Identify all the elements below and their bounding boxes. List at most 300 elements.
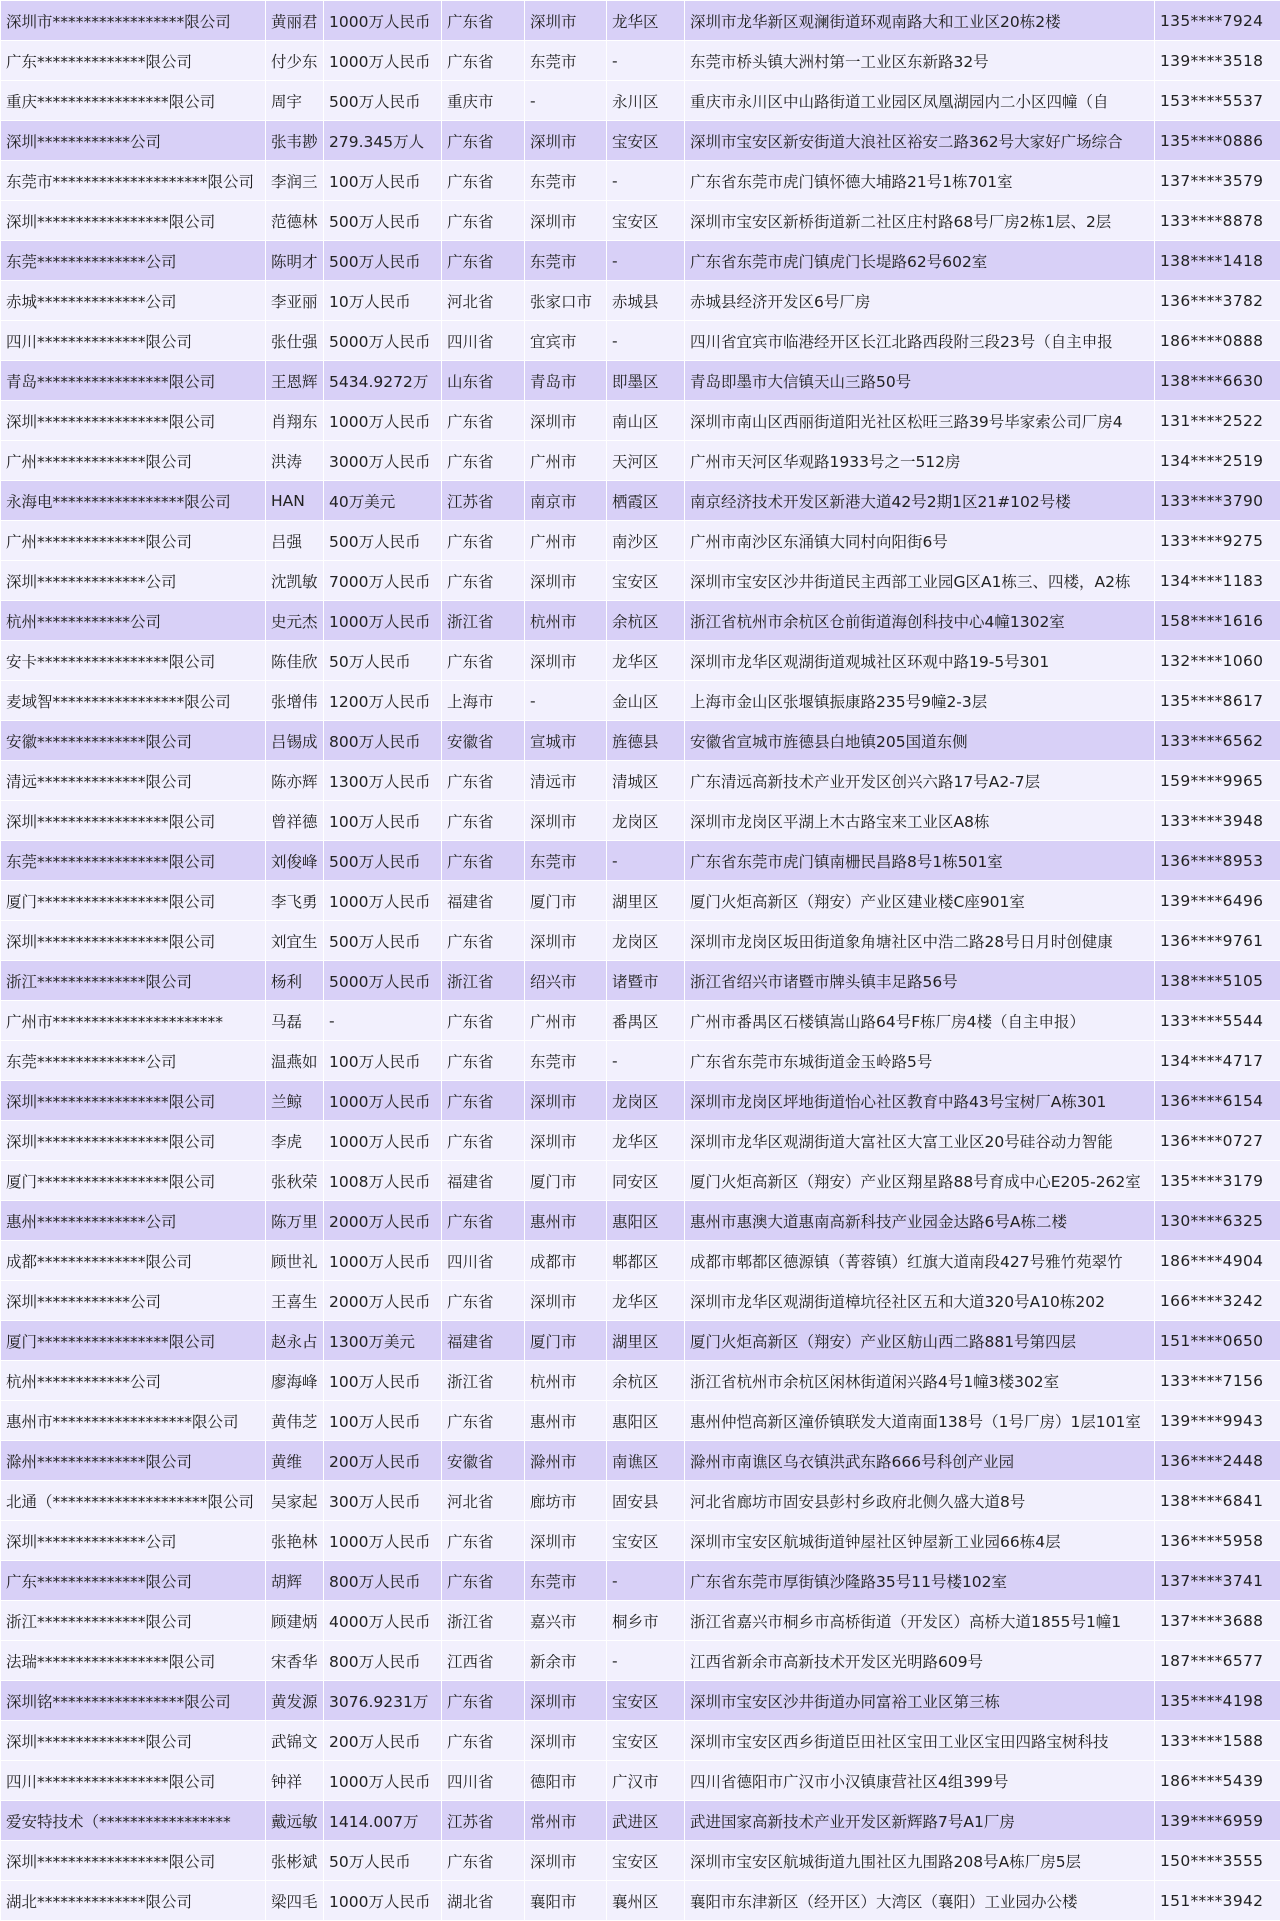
phone-cell: 136****3782 <box>1155 281 1280 321</box>
table-row <box>1 121 1280 161</box>
registered-capital-cell: 300万人民币 <box>324 1481 442 1521</box>
legal-rep-cell: 李虎 <box>266 1121 324 1161</box>
district-cell: 龙岗区 <box>607 801 685 841</box>
province-cell: 浙江省 <box>442 601 525 641</box>
province-cell: 浙江省 <box>442 1601 525 1641</box>
district-cell: 宝安区 <box>607 1681 685 1721</box>
district-cell: 番禺区 <box>607 1001 685 1041</box>
address-cell: 深圳市龙华区观湖街道大富社区大富工业区20号硅谷动力智能 <box>685 1121 1155 1161</box>
table-row <box>1 561 1280 601</box>
registered-capital-cell: 800万人民币 <box>324 1641 442 1681</box>
phone-cell: 135****4198 <box>1155 1681 1280 1721</box>
phone-cell: 186****5439 <box>1155 1761 1280 1801</box>
province-cell: 广东省 <box>442 921 525 961</box>
district-cell: - <box>607 161 685 201</box>
registered-capital-cell: 500万人民币 <box>324 921 442 961</box>
district-cell: 惠阳区 <box>607 1201 685 1241</box>
legal-rep-cell: 顾建炳 <box>266 1601 324 1641</box>
province-cell: 湖北省 <box>442 1881 525 1921</box>
city-cell: 南京市 <box>525 481 607 521</box>
province-cell: 浙江省 <box>442 961 525 1001</box>
province-cell: 福建省 <box>442 1321 525 1361</box>
company-name-cell: 广州市********************** <box>1 1001 266 1041</box>
address-cell: 浙江省杭州市余杭区仓前街道海创科技中心4幢1302室 <box>685 601 1155 641</box>
company-name-cell: 安徽**************限公司 <box>1 721 266 761</box>
registered-capital-cell: 50万人民币 <box>324 1841 442 1881</box>
district-cell: 宝安区 <box>607 1521 685 1561</box>
phone-cell: 136****2448 <box>1155 1441 1280 1481</box>
city-cell: 深圳市 <box>525 1281 607 1321</box>
registered-capital-cell: 1000万人民币 <box>324 1521 442 1561</box>
address-cell: 深圳市南山区西丽街道阳光社区松旺三路39号毕家索公司厂房4 <box>685 401 1155 441</box>
city-cell: 宜宾市 <box>525 321 607 361</box>
district-cell: 南沙区 <box>607 521 685 561</box>
company-name-cell: 广东**************限公司 <box>1 41 266 81</box>
address-cell: 广州市天河区华观路1933号之一512房 <box>685 441 1155 481</box>
province-cell: 安徽省 <box>442 1441 525 1481</box>
district-cell: 龙华区 <box>607 1281 685 1321</box>
phone-cell: 135****8617 <box>1155 681 1280 721</box>
registered-capital-cell: 1200万人民币 <box>324 681 442 721</box>
district-cell: - <box>607 1561 685 1601</box>
company-name-cell: 惠州**************公司 <box>1 1201 266 1241</box>
district-cell: 襄州区 <box>607 1881 685 1921</box>
table-row <box>1 1041 1280 1081</box>
phone-cell: 186****0888 <box>1155 321 1280 361</box>
phone-cell: 133****9275 <box>1155 521 1280 561</box>
table-row <box>1 1201 1280 1241</box>
legal-rep-cell: 兰鲸 <box>266 1081 324 1121</box>
province-cell: 广东省 <box>442 841 525 881</box>
table-row <box>1 241 1280 281</box>
district-cell: 湖里区 <box>607 881 685 921</box>
address-cell: 襄阳市东津新区（经开区）大湾区（襄阳）工业园办公楼 <box>685 1881 1155 1921</box>
registered-capital-cell: 800万人民币 <box>324 1561 442 1601</box>
address-cell: 广东省东莞市虎门镇南栅民昌路8号1栋501室 <box>685 841 1155 881</box>
company-name-cell: 深圳**************公司 <box>1 561 266 601</box>
address-cell: 深圳市龙岗区坂田街道象角塘社区中浩二路28号日月时创健康 <box>685 921 1155 961</box>
company-name-cell: 爱安特技术（***************** <box>1 1801 266 1841</box>
address-cell: 广州市南沙区东涌镇大同村向阳街6号 <box>685 521 1155 561</box>
city-cell: 厦门市 <box>525 1161 607 1201</box>
address-cell: 惠州仲恺高新区潼侨镇联发大道南面138号（1号厂房）1层101室 <box>685 1401 1155 1441</box>
company-name-cell: 深圳**************公司 <box>1 1521 266 1561</box>
city-cell: 深圳市 <box>525 1681 607 1721</box>
legal-rep-cell: 梁四毛 <box>266 1881 324 1921</box>
phone-cell: 133****8878 <box>1155 201 1280 241</box>
registered-capital-cell: 500万人民币 <box>324 81 442 121</box>
phone-cell: 135****7924 <box>1155 1 1280 41</box>
company-name-cell: 深圳*****************限公司 <box>1 801 266 841</box>
city-cell: 深圳市 <box>525 1721 607 1761</box>
table-row <box>1 601 1280 641</box>
company-name-cell: 深圳**************限公司 <box>1 1721 266 1761</box>
table-row <box>1 1601 1280 1641</box>
district-cell: 广汉市 <box>607 1761 685 1801</box>
company-name-cell: 深圳*****************限公司 <box>1 201 266 241</box>
phone-cell: 166****3242 <box>1155 1281 1280 1321</box>
registered-capital-cell: 1000万人民币 <box>324 601 442 641</box>
registered-capital-cell: - <box>324 1001 442 1041</box>
district-cell: 栖霞区 <box>607 481 685 521</box>
company-name-cell: 东莞市********************限公司 <box>1 161 266 201</box>
district-cell: 同安区 <box>607 1161 685 1201</box>
legal-rep-cell: 吕锡成 <box>266 721 324 761</box>
district-cell: - <box>607 321 685 361</box>
phone-cell: 133****7156 <box>1155 1361 1280 1401</box>
address-cell: 深圳市宝安区航城街道钟屋社区钟屋新工业园66栋4层 <box>685 1521 1155 1561</box>
registered-capital-cell: 2000万人民币 <box>324 1201 442 1241</box>
registered-capital-cell: 1000万人民币 <box>324 1241 442 1281</box>
city-cell: 襄阳市 <box>525 1881 607 1921</box>
legal-rep-cell: 顾世礼 <box>266 1241 324 1281</box>
phone-cell: 133****1588 <box>1155 1721 1280 1761</box>
city-cell: 宣城市 <box>525 721 607 761</box>
address-cell: 深圳市宝安区新桥街道新二社区庄村路68号厂房2栋1层、2层 <box>685 201 1155 241</box>
company-name-cell: 广东**************限公司 <box>1 1561 266 1601</box>
address-cell: 四川省德阳市广汉市小汉镇康营社区4组399号 <box>685 1761 1155 1801</box>
table-row <box>1 1521 1280 1561</box>
district-cell: 龙华区 <box>607 641 685 681</box>
registered-capital-cell: 1000万人民币 <box>324 1081 442 1121</box>
legal-rep-cell: 付少东 <box>266 41 324 81</box>
province-cell: 重庆市 <box>442 81 525 121</box>
address-cell: 惠州市惠澳大道惠南高新科技产业园金达路6号A栋二楼 <box>685 1201 1155 1241</box>
city-cell: 深圳市 <box>525 641 607 681</box>
registered-capital-cell: 800万人民币 <box>324 721 442 761</box>
district-cell: 南山区 <box>607 401 685 441</box>
company-name-cell: 厦门*****************限公司 <box>1 1321 266 1361</box>
city-cell: 深圳市 <box>525 801 607 841</box>
address-cell: 广东省东莞市虎门镇怀德大埔路21号1栋701室 <box>685 161 1155 201</box>
company-name-cell: 深圳市*****************限公司 <box>1 1 266 41</box>
phone-cell: 150****3555 <box>1155 1841 1280 1881</box>
registered-capital-cell: 2000万人民币 <box>324 1281 442 1321</box>
province-cell: 安徽省 <box>442 721 525 761</box>
province-cell: 四川省 <box>442 1241 525 1281</box>
province-cell: 广东省 <box>442 1121 525 1161</box>
phone-cell: 139****6959 <box>1155 1801 1280 1841</box>
registered-capital-cell: 1000万人民币 <box>324 881 442 921</box>
city-cell: 张家口市 <box>525 281 607 321</box>
registered-capital-cell: 100万人民币 <box>324 801 442 841</box>
district-cell: - <box>607 841 685 881</box>
province-cell: 广东省 <box>442 121 525 161</box>
company-name-cell: 重庆*****************限公司 <box>1 81 266 121</box>
legal-rep-cell: 黄维 <box>266 1441 324 1481</box>
address-cell: 广东省东莞市虎门镇虎门长堤路62号602室 <box>685 241 1155 281</box>
phone-cell: 134****2519 <box>1155 441 1280 481</box>
province-cell: 广东省 <box>442 241 525 281</box>
province-cell: 广东省 <box>442 441 525 481</box>
company-name-cell: 深圳*****************限公司 <box>1 1081 266 1121</box>
address-cell: 深圳市宝安区航城街道九围社区九围路208号A栋厂房5层 <box>685 1841 1155 1881</box>
company-name-cell: 深圳************公司 <box>1 121 266 161</box>
company-name-cell: 四川*****************限公司 <box>1 1761 266 1801</box>
address-cell: 浙江省杭州市余杭区闲林街道闲兴路4号1幢3楼302室 <box>685 1361 1155 1401</box>
table-row <box>1 1 1280 41</box>
company-name-cell: 安卡*****************限公司 <box>1 641 266 681</box>
city-cell: 青岛市 <box>525 361 607 401</box>
province-cell: 福建省 <box>442 881 525 921</box>
phone-cell: 136****0727 <box>1155 1121 1280 1161</box>
legal-rep-cell: 曾祥德 <box>266 801 324 841</box>
company-name-cell: 滁州**************限公司 <box>1 1441 266 1481</box>
address-cell: 深圳市龙岗区坪地街道怡心社区教育中路43号宝树厂A栋301 <box>685 1081 1155 1121</box>
district-cell: 龙华区 <box>607 1121 685 1161</box>
address-cell: 广东省东莞市东城街道金玉岭路5号 <box>685 1041 1155 1081</box>
address-cell: 广东清远高新技术产业开发区创兴六路17号A2-7层 <box>685 761 1155 801</box>
table-row <box>1 801 1280 841</box>
table-row <box>1 1681 1280 1721</box>
company-name-cell: 广州**************限公司 <box>1 441 266 481</box>
legal-rep-cell: 张仕强 <box>266 321 324 361</box>
table-row <box>1 1361 1280 1401</box>
registered-capital-cell: 7000万人民币 <box>324 561 442 601</box>
district-cell: 余杭区 <box>607 1361 685 1401</box>
legal-rep-cell: 刘宜生 <box>266 921 324 961</box>
company-name-cell: 四川**************限公司 <box>1 321 266 361</box>
district-cell: 龙岗区 <box>607 1081 685 1121</box>
province-cell: 四川省 <box>442 321 525 361</box>
table-row <box>1 721 1280 761</box>
phone-cell: 133****6562 <box>1155 721 1280 761</box>
registered-capital-cell: 1000万人民币 <box>324 1121 442 1161</box>
registered-capital-cell: 279.345万人 <box>324 121 442 161</box>
legal-rep-cell: 李飞勇 <box>266 881 324 921</box>
legal-rep-cell: 范德林 <box>266 201 324 241</box>
city-cell: 东莞市 <box>525 241 607 281</box>
phone-cell: 138****6841 <box>1155 1481 1280 1521</box>
table-row <box>1 321 1280 361</box>
phone-cell: 151****0650 <box>1155 1321 1280 1361</box>
registered-capital-cell: 1000万人民币 <box>324 401 442 441</box>
city-cell: 厦门市 <box>525 1321 607 1361</box>
province-cell: 广东省 <box>442 561 525 601</box>
province-cell: 浙江省 <box>442 1361 525 1401</box>
table-row <box>1 1761 1280 1801</box>
legal-rep-cell: 周宇 <box>266 81 324 121</box>
city-cell: 德阳市 <box>525 1761 607 1801</box>
city-cell: 深圳市 <box>525 201 607 241</box>
table-row <box>1 1481 1280 1521</box>
registered-capital-cell: 5000万人民币 <box>324 321 442 361</box>
table-row <box>1 361 1280 401</box>
address-cell: 浙江省嘉兴市桐乡市高桥街道（开发区）高桥大道1855号1幢1 <box>685 1601 1155 1641</box>
city-cell: 广州市 <box>525 441 607 481</box>
address-cell: 江西省新余市高新技术开发区光明路609号 <box>685 1641 1155 1681</box>
phone-cell: 136****6154 <box>1155 1081 1280 1121</box>
province-cell: 广东省 <box>442 201 525 241</box>
address-cell: 浙江省绍兴市诸暨市牌头镇丰足路56号 <box>685 961 1155 1001</box>
city-cell: 广州市 <box>525 521 607 561</box>
province-cell: 江西省 <box>442 1641 525 1681</box>
legal-rep-cell: 沈凯敏 <box>266 561 324 601</box>
registered-capital-cell: 1414.007万 <box>324 1801 442 1841</box>
registered-capital-cell: 1300万美元 <box>324 1321 442 1361</box>
province-cell: 四川省 <box>442 1761 525 1801</box>
city-cell: 廊坊市 <box>525 1481 607 1521</box>
address-cell: 上海市金山区张堰镇振康路235号9幢2-3层 <box>685 681 1155 721</box>
company-name-cell: 东莞*****************限公司 <box>1 841 266 881</box>
province-cell: 广东省 <box>442 401 525 441</box>
registered-capital-cell: 5000万人民币 <box>324 961 442 1001</box>
company-name-cell: 杭州************公司 <box>1 1361 266 1401</box>
address-cell: 深圳市龙华区观湖街道樟坑径社区五和大道320号A10栋202 <box>685 1281 1155 1321</box>
company-name-cell: 东莞**************公司 <box>1 241 266 281</box>
address-cell: 深圳市宝安区西乡街道臣田社区宝田工业区宝田四路宝树科技 <box>685 1721 1155 1761</box>
legal-rep-cell: 钟祥 <box>266 1761 324 1801</box>
registered-capital-cell: 10万人民币 <box>324 281 442 321</box>
table-row <box>1 1281 1280 1321</box>
address-cell: 深圳市龙华新区观澜街道环观南路大和工业区20栋2楼 <box>685 1 1155 41</box>
district-cell: 宝安区 <box>607 1841 685 1881</box>
table-row <box>1 841 1280 881</box>
city-cell: - <box>525 81 607 121</box>
province-cell: 广东省 <box>442 1721 525 1761</box>
province-cell: 广东省 <box>442 1561 525 1601</box>
table-row <box>1 401 1280 441</box>
legal-rep-cell: 戴远敏 <box>266 1801 324 1841</box>
company-name-cell: 深圳************公司 <box>1 1281 266 1321</box>
phone-cell: 130****6325 <box>1155 1201 1280 1241</box>
legal-rep-cell: 刘俊峰 <box>266 841 324 881</box>
table-row <box>1 881 1280 921</box>
company-name-cell: 赤城**************公司 <box>1 281 266 321</box>
address-cell: 厦门火炬高新区（翔安）产业区舫山西二路881号第四层 <box>685 1321 1155 1361</box>
city-cell: 深圳市 <box>525 1121 607 1161</box>
district-cell: 武进区 <box>607 1801 685 1841</box>
registered-capital-cell: 100万人民币 <box>324 1361 442 1401</box>
table-row <box>1 281 1280 321</box>
phone-cell: 136****5958 <box>1155 1521 1280 1561</box>
company-name-cell: 浙江**************限公司 <box>1 1601 266 1641</box>
legal-rep-cell: 陈明才 <box>266 241 324 281</box>
registered-capital-cell: 3076.9231万 <box>324 1681 442 1721</box>
city-cell: 滁州市 <box>525 1441 607 1481</box>
registered-capital-cell: 500万人民币 <box>324 841 442 881</box>
district-cell: 郫都区 <box>607 1241 685 1281</box>
table-row <box>1 1081 1280 1121</box>
legal-rep-cell: HAN <box>266 481 324 521</box>
legal-rep-cell: 黄丽君 <box>266 1 324 41</box>
district-cell: 清城区 <box>607 761 685 801</box>
address-cell: 青岛即墨市大信镇天山三路50号 <box>685 361 1155 401</box>
legal-rep-cell: 陈万里 <box>266 1201 324 1241</box>
city-cell: 深圳市 <box>525 1 607 41</box>
company-name-cell: 深圳*****************限公司 <box>1 1841 266 1881</box>
legal-rep-cell: 杨利 <box>266 961 324 1001</box>
table-row <box>1 441 1280 481</box>
company-name-cell: 深圳*****************限公司 <box>1 1121 266 1161</box>
table-row <box>1 1001 1280 1041</box>
table-row <box>1 521 1280 561</box>
phone-cell: 136****8953 <box>1155 841 1280 881</box>
legal-rep-cell: 武锦文 <box>266 1721 324 1761</box>
table-row <box>1 1841 1280 1881</box>
phone-cell: 132****1060 <box>1155 641 1280 681</box>
province-cell: 江苏省 <box>442 481 525 521</box>
district-cell: 旌德县 <box>607 721 685 761</box>
district-cell: - <box>607 241 685 281</box>
legal-rep-cell: 廖海峰 <box>266 1361 324 1401</box>
legal-rep-cell: 张秋荣 <box>266 1161 324 1201</box>
company-name-cell: 惠州市******************限公司 <box>1 1401 266 1441</box>
district-cell: 宝安区 <box>607 1721 685 1761</box>
phone-cell: 135****3179 <box>1155 1161 1280 1201</box>
table-row <box>1 481 1280 521</box>
province-cell: 广东省 <box>442 41 525 81</box>
phone-cell: 131****2522 <box>1155 401 1280 441</box>
city-cell: 绍兴市 <box>525 961 607 1001</box>
registered-capital-cell: 1300万人民币 <box>324 761 442 801</box>
table-row <box>1 1721 1280 1761</box>
legal-rep-cell: 马磊 <box>266 1001 324 1041</box>
phone-cell: 159****9965 <box>1155 761 1280 801</box>
phone-cell: 158****1616 <box>1155 601 1280 641</box>
registered-capital-cell: 200万人民币 <box>324 1441 442 1481</box>
company-name-cell: 厦门*****************限公司 <box>1 881 266 921</box>
table-row <box>1 681 1280 721</box>
table-body <box>1 1 1280 1921</box>
province-cell: 广东省 <box>442 1681 525 1721</box>
address-cell: 厦门火炬高新区（翔安）产业区翔星路88号育成中心E205-262室 <box>685 1161 1155 1201</box>
table-row <box>1 1161 1280 1201</box>
table-row <box>1 1561 1280 1601</box>
legal-rep-cell: 洪涛 <box>266 441 324 481</box>
registered-capital-cell: 500万人民币 <box>324 241 442 281</box>
province-cell: 广东省 <box>442 1521 525 1561</box>
legal-rep-cell: 李亚丽 <box>266 281 324 321</box>
district-cell: 诸暨市 <box>607 961 685 1001</box>
registered-capital-cell: 5434.9272万 <box>324 361 442 401</box>
legal-rep-cell: 吕强 <box>266 521 324 561</box>
phone-cell: 133****3948 <box>1155 801 1280 841</box>
district-cell: - <box>607 1641 685 1681</box>
legal-rep-cell: 王恩辉 <box>266 361 324 401</box>
phone-cell: 187****6577 <box>1155 1641 1280 1681</box>
table-row <box>1 41 1280 81</box>
table-row <box>1 921 1280 961</box>
company-name-cell: 清远**************限公司 <box>1 761 266 801</box>
city-cell: 东莞市 <box>525 841 607 881</box>
province-cell: 河北省 <box>442 1481 525 1521</box>
phone-cell: 138****6630 <box>1155 361 1280 401</box>
legal-rep-cell: 赵永占 <box>266 1321 324 1361</box>
district-cell: 天河区 <box>607 441 685 481</box>
company-name-cell: 厦门*****************限公司 <box>1 1161 266 1201</box>
table-row <box>1 961 1280 1001</box>
phone-cell: 134****4717 <box>1155 1041 1280 1081</box>
district-cell: 龙华区 <box>607 1 685 41</box>
city-cell: - <box>525 681 607 721</box>
city-cell: 东莞市 <box>525 161 607 201</box>
company-name-cell: 成都**************限公司 <box>1 1241 266 1281</box>
table-row <box>1 1121 1280 1161</box>
city-cell: 深圳市 <box>525 1841 607 1881</box>
province-cell: 广东省 <box>442 641 525 681</box>
district-cell: 即墨区 <box>607 361 685 401</box>
province-cell: 广东省 <box>442 801 525 841</box>
phone-cell: 139****6496 <box>1155 881 1280 921</box>
city-cell: 深圳市 <box>525 561 607 601</box>
legal-rep-cell: 陈亦辉 <box>266 761 324 801</box>
city-cell: 新余市 <box>525 1641 607 1681</box>
legal-rep-cell: 肖翔东 <box>266 401 324 441</box>
address-cell: 广东省东莞市厚街镇沙隆路35号11号楼102室 <box>685 1561 1155 1601</box>
city-cell: 深圳市 <box>525 921 607 961</box>
registered-capital-cell: 1008万人民币 <box>324 1161 442 1201</box>
